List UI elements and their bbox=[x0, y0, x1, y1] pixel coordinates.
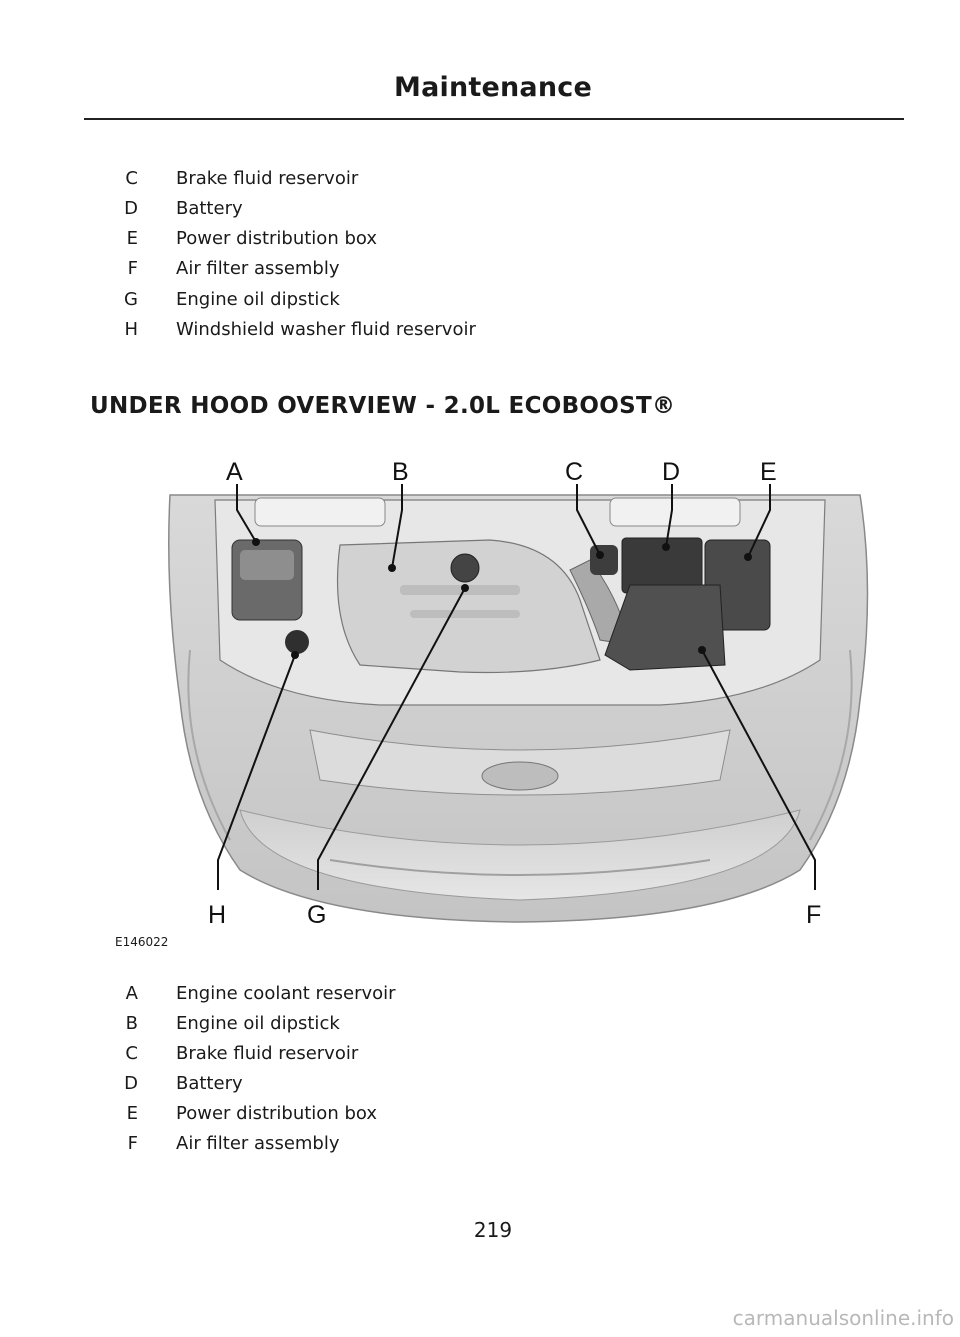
hood-panel-right bbox=[610, 498, 740, 526]
callout-label-e: E bbox=[760, 458, 777, 486]
legend-description: Brake fluid reservoir bbox=[176, 168, 359, 189]
legend-key: F bbox=[127, 258, 138, 279]
section-heading: UNDER HOOD OVERVIEW - 2.0L ECOBOOST® bbox=[90, 393, 676, 419]
badge bbox=[482, 762, 558, 790]
callout-label-c: C bbox=[565, 458, 584, 486]
legend-key: B bbox=[125, 1013, 138, 1034]
legend-key: G bbox=[124, 289, 138, 310]
legend-key: D bbox=[124, 198, 138, 219]
page-header-title: Maintenance bbox=[394, 72, 592, 103]
legend-key: D bbox=[124, 1073, 138, 1094]
oil-filler-cap bbox=[451, 554, 479, 582]
page-number: 219 bbox=[473, 1218, 513, 1242]
callout-label-a: A bbox=[226, 458, 243, 486]
brake-fluid-reservoir bbox=[590, 545, 618, 575]
figure-id: E146022 bbox=[115, 935, 169, 949]
legend-key: F bbox=[127, 1133, 138, 1154]
legend-key: C bbox=[125, 1043, 138, 1064]
hood-panel-left bbox=[255, 498, 385, 526]
legend-key: E bbox=[126, 228, 138, 249]
header-divider bbox=[84, 118, 904, 120]
legend-description: Brake fluid reservoir bbox=[176, 1043, 359, 1064]
legend-description: Battery bbox=[176, 1073, 243, 1094]
legend-description: Power distribution box bbox=[176, 1103, 377, 1124]
legend-key: A bbox=[125, 983, 138, 1004]
callout-label-d: D bbox=[662, 458, 681, 486]
under-hood-illustration bbox=[160, 450, 880, 940]
callout-label-f: F bbox=[806, 901, 822, 929]
callout-label-b: B bbox=[392, 458, 409, 486]
callout-label-h: H bbox=[208, 901, 227, 929]
legend-description: Engine oil dipstick bbox=[176, 1013, 340, 1034]
legend-description: Battery bbox=[176, 198, 243, 219]
legend-key: H bbox=[124, 319, 138, 340]
legend-description: Air filter assembly bbox=[176, 258, 340, 279]
legend-key: C bbox=[125, 168, 138, 189]
legend-description: Engine coolant reservoir bbox=[176, 983, 396, 1004]
legend-key: E bbox=[126, 1103, 138, 1124]
washer-reservoir-cap bbox=[285, 630, 309, 654]
legend-description: Power distribution box bbox=[176, 228, 377, 249]
legend-description: Engine oil dipstick bbox=[176, 289, 340, 310]
site-watermark: carmanualsonline.info bbox=[732, 1306, 954, 1330]
legend-description: Air filter assembly bbox=[176, 1133, 340, 1154]
legend-description: Windshield washer fluid reservoir bbox=[176, 319, 476, 340]
callout-label-g: G bbox=[307, 901, 327, 929]
